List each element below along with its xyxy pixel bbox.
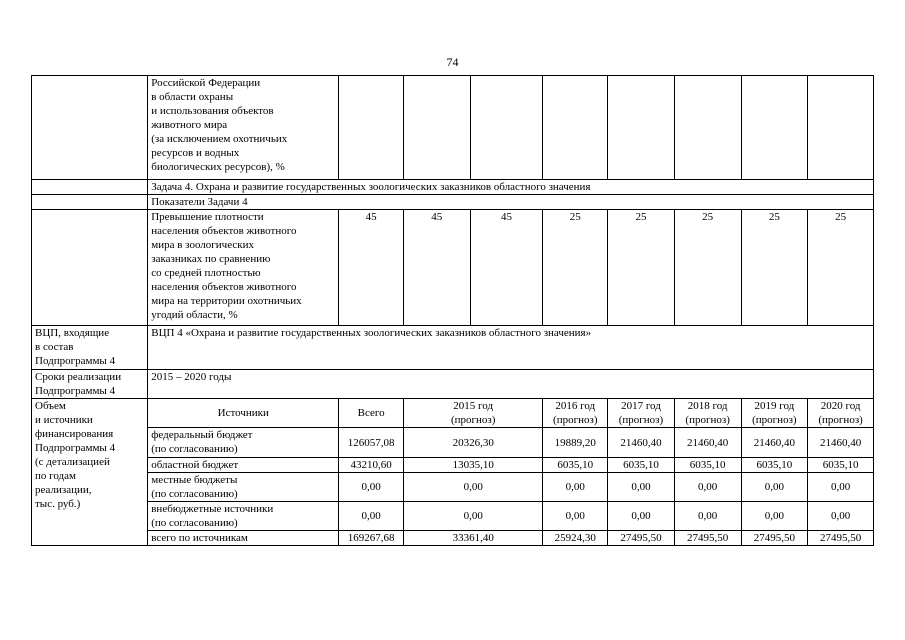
value-2017: 0,00 bbox=[608, 502, 675, 531]
table-row bbox=[32, 428, 874, 458]
value-total: 169267,68 bbox=[339, 531, 404, 546]
value-2018: 21460,40 bbox=[674, 428, 741, 458]
empty-cell bbox=[32, 76, 148, 180]
source-federal: федеральный бюджет (по согласованию) bbox=[148, 428, 339, 458]
empty-cell bbox=[741, 76, 808, 180]
column-header-2017: 2017 год (прогноз) bbox=[608, 399, 675, 428]
source-extrabudgetary: внебюджетные источники (по согласованию) bbox=[148, 502, 339, 531]
indicator-value-2015: 45 bbox=[339, 210, 404, 326]
column-header-2016: 2016 год (прогноз) bbox=[543, 399, 608, 428]
value-2017: 21460,40 bbox=[608, 428, 675, 458]
value-total: 0,00 bbox=[339, 502, 404, 531]
value-2015: 0,00 bbox=[403, 502, 542, 531]
indicator-label-continued: Российской Федерации в области охраны и использования объектов животного мира (за исключением охотничьих ресурсов и водных биологических ресурсов), % bbox=[148, 76, 339, 180]
value-2016: 25924,30 bbox=[543, 531, 608, 546]
empty-cell bbox=[608, 76, 675, 180]
vcp-label: ВЦП, входящие в состав Подпрограммы 4 bbox=[32, 326, 148, 370]
empty-cell bbox=[674, 76, 741, 180]
task-indicators-label: Показатели Задачи 4 bbox=[148, 195, 874, 210]
column-header-2015: 2015 год (прогноз) bbox=[403, 399, 542, 428]
value-2015: 33361,40 bbox=[403, 531, 542, 546]
value-2015: 0,00 bbox=[403, 473, 542, 502]
column-header-total: Всего bbox=[339, 399, 404, 428]
indicator-label: Превышение плотности населения объектов животного мира в зоологических заказниках по сравнению со средней плотностью населения объектов животного мира на территории охотничьих угодий области, % bbox=[148, 210, 339, 326]
value-2019: 6035,10 bbox=[741, 458, 808, 473]
indicator-value-extra-2: 25 bbox=[808, 210, 874, 326]
empty-cell bbox=[339, 76, 404, 180]
table-row bbox=[32, 195, 874, 210]
vcp-value: ВЦП 4 «Охрана и развитие государственных зоологических заказников областного значения» bbox=[148, 326, 874, 370]
value-2016: 6035,10 bbox=[543, 458, 608, 473]
empty-cell bbox=[403, 76, 470, 180]
column-header-sources: Источники bbox=[148, 399, 339, 428]
table-row bbox=[32, 473, 874, 502]
source-total: всего по источникам bbox=[148, 531, 339, 546]
table-row bbox=[32, 458, 874, 473]
table-row bbox=[32, 210, 874, 326]
value-2019: 27495,50 bbox=[741, 531, 808, 546]
source-local: местные бюджеты (по согласованию) bbox=[148, 473, 339, 502]
value-2018: 6035,10 bbox=[674, 458, 741, 473]
value-2017: 6035,10 bbox=[608, 458, 675, 473]
value-2020: 21460,40 bbox=[808, 428, 874, 458]
value-total: 43210,60 bbox=[339, 458, 404, 473]
indicator-value-2020: 25 bbox=[674, 210, 741, 326]
page-number: 74 bbox=[446, 55, 459, 69]
table-row bbox=[32, 399, 874, 428]
funding-label: Объем и источники финансирования Подпрограммы 4 (с детализацией по годам реализации, тыс. руб.) bbox=[32, 399, 148, 546]
table-row bbox=[32, 370, 874, 399]
terms-label: Сроки реализации Подпрограммы 4 bbox=[32, 370, 148, 399]
value-total: 126057,08 bbox=[339, 428, 404, 458]
passport-table bbox=[31, 75, 874, 546]
value-2016: 0,00 bbox=[543, 502, 608, 531]
value-2020: 27495,50 bbox=[808, 531, 874, 546]
value-2017: 0,00 bbox=[608, 473, 675, 502]
value-2020: 0,00 bbox=[808, 473, 874, 502]
terms-value: 2015 – 2020 годы bbox=[148, 370, 874, 399]
value-2018: 0,00 bbox=[674, 473, 741, 502]
empty-cell bbox=[32, 180, 148, 195]
column-header-2020: 2020 год (прогноз) bbox=[808, 399, 874, 428]
value-2020: 0,00 bbox=[808, 502, 874, 531]
table-row bbox=[32, 180, 874, 195]
value-2020: 6035,10 bbox=[808, 458, 874, 473]
source-regional: областной бюджет bbox=[148, 458, 339, 473]
indicator-value-extra-1: 25 bbox=[741, 210, 808, 326]
empty-cell bbox=[808, 76, 874, 180]
value-2018: 27495,50 bbox=[674, 531, 741, 546]
indicator-value-2019: 25 bbox=[608, 210, 675, 326]
value-2019: 21460,40 bbox=[741, 428, 808, 458]
table-row bbox=[32, 326, 874, 370]
table-row bbox=[32, 76, 874, 180]
value-2015: 20326,30 bbox=[403, 428, 542, 458]
empty-cell bbox=[32, 210, 148, 326]
value-2018: 0,00 bbox=[674, 502, 741, 531]
indicator-value-2016: 45 bbox=[403, 210, 470, 326]
table-row bbox=[32, 502, 874, 531]
column-header-2018: 2018 год (прогноз) bbox=[674, 399, 741, 428]
value-2019: 0,00 bbox=[741, 473, 808, 502]
column-header-2019: 2019 год (прогноз) bbox=[741, 399, 808, 428]
empty-cell bbox=[543, 76, 608, 180]
indicator-value-2018: 25 bbox=[543, 210, 608, 326]
indicator-value-2017: 45 bbox=[470, 210, 543, 326]
value-2015: 13035,10 bbox=[403, 458, 542, 473]
value-2019: 0,00 bbox=[741, 502, 808, 531]
empty-cell bbox=[470, 76, 543, 180]
task-title: Задача 4. Охрана и развитие государственных зоологических заказников областного значения bbox=[148, 180, 874, 195]
value-total: 0,00 bbox=[339, 473, 404, 502]
value-2016: 19889,20 bbox=[543, 428, 608, 458]
value-2017: 27495,50 bbox=[608, 531, 675, 546]
value-2016: 0,00 bbox=[543, 473, 608, 502]
table-row bbox=[32, 531, 874, 546]
empty-cell bbox=[32, 195, 148, 210]
